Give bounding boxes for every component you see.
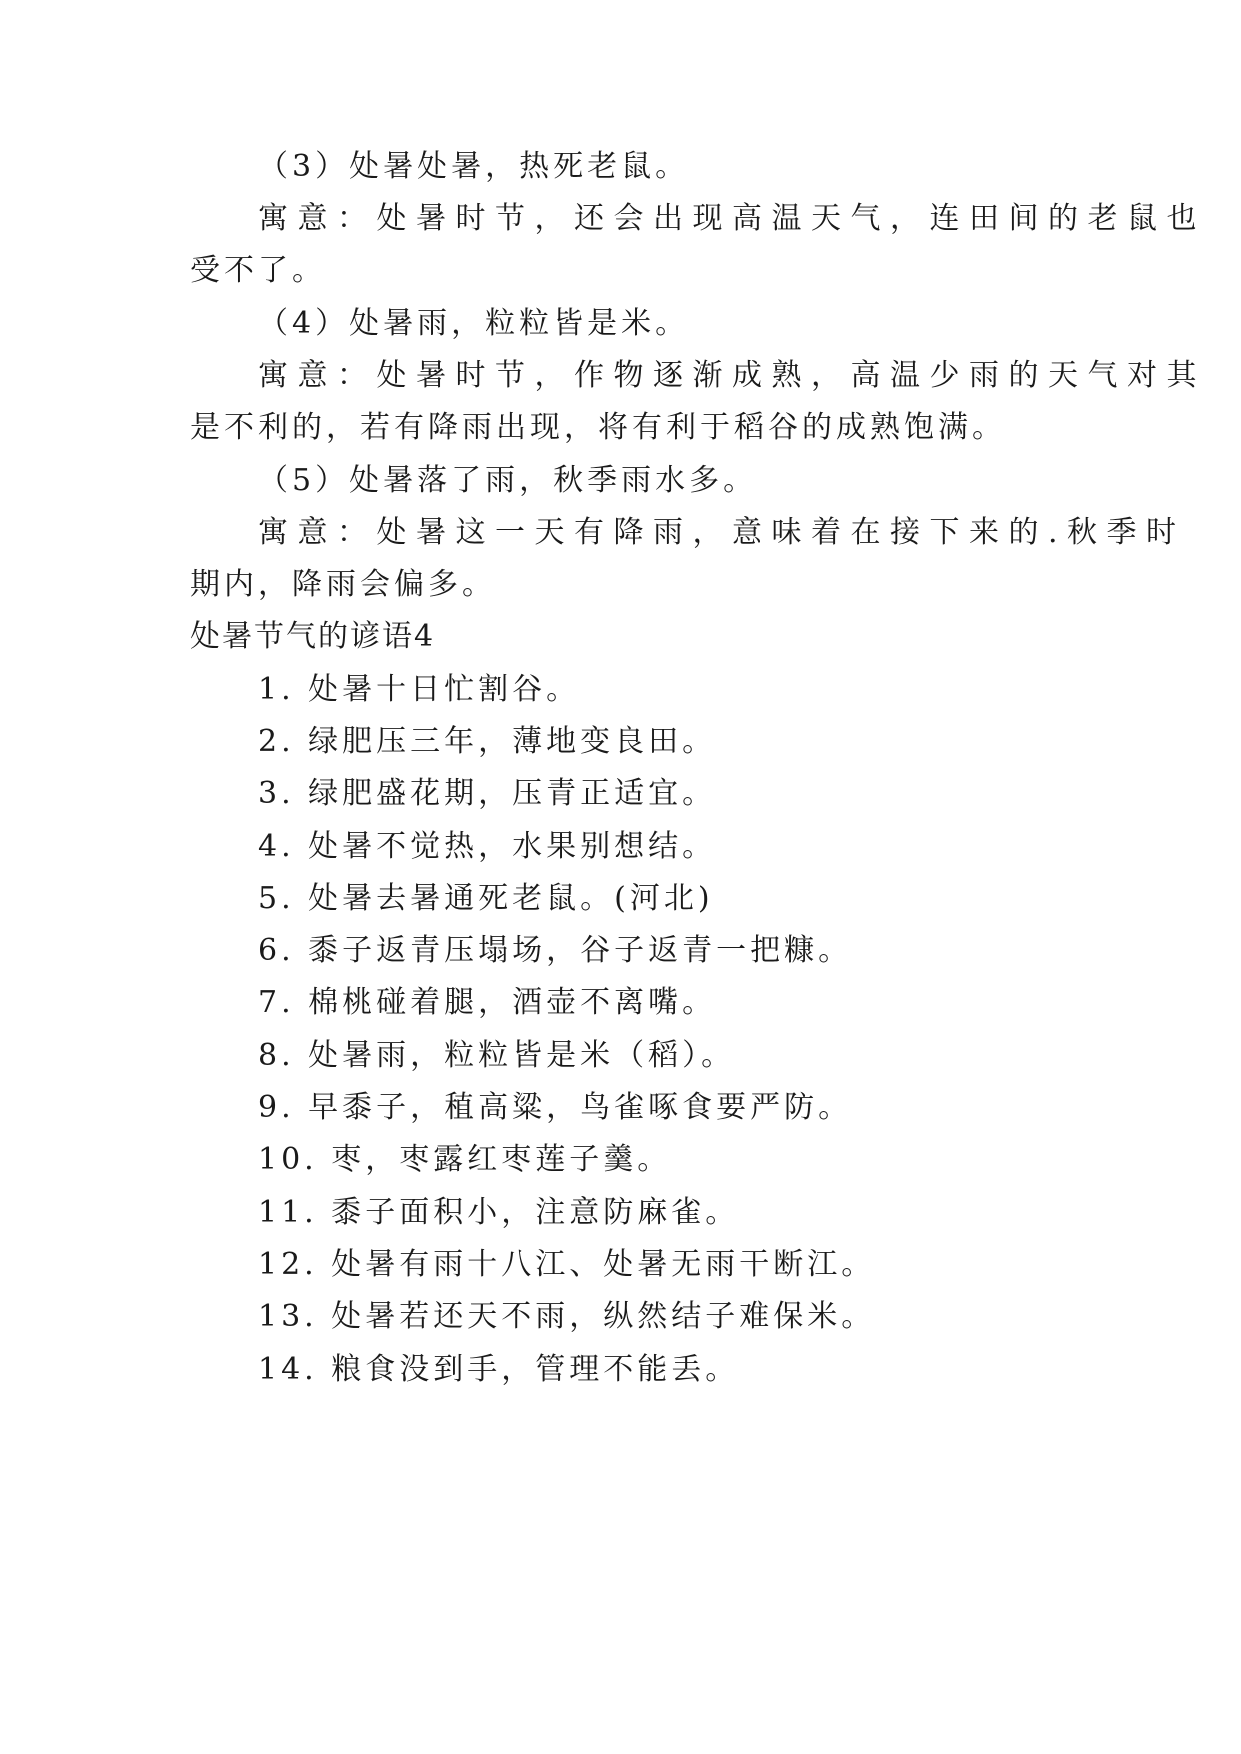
- list-item: 12. 处暑有雨十八江、处暑无雨干断江。: [258, 1247, 876, 1282]
- list-item: 2. 绿肥压三年，薄地变良田。: [258, 724, 717, 759]
- list-item: 10. 枣，枣露红枣莲子羹。: [258, 1142, 672, 1177]
- list-item: 9. 早黍子，稙高粱，鸟雀啄食要严防。: [258, 1090, 853, 1125]
- list-item: 1. 处暑十日忙割谷。: [258, 672, 581, 707]
- list-item: 5. 处暑去暑通死老鼠。(河北): [258, 881, 714, 916]
- meaning-5-line-2: 期内，降雨会偏多。: [190, 567, 496, 602]
- proverb-3: （3）处暑处暑，热死老鼠。: [258, 149, 690, 184]
- meaning-3-line-2: 受不了。: [190, 253, 326, 288]
- section-heading: 处暑节气的谚语4: [190, 619, 436, 654]
- proverb-4: （4）处暑雨，粒粒皆是米。: [258, 306, 690, 341]
- list-item: 8. 处暑雨，粒粒皆是米（稻）。: [258, 1038, 736, 1073]
- list-item: 4. 处暑不觉热，水果别想结。: [258, 829, 717, 864]
- list-item: 11. 黍子面积小，注意防麻雀。: [258, 1195, 740, 1230]
- list-item: 13. 处暑若还天不雨，纵然结子难保米。: [258, 1299, 876, 1334]
- meaning-4-line-2: 是不利的，若有降雨出现，将有利于稻谷的成熟饱满。: [190, 410, 1006, 445]
- meaning-3-line-1: 寓意：处暑时节，还会出现高温天气，连田间的老鼠也: [258, 201, 1206, 236]
- list-item: 14. 粮食没到手，管理不能丢。: [258, 1352, 740, 1387]
- list-item: 6. 黍子返青压塌场，谷子返青一把糠。: [258, 933, 853, 968]
- meaning-4-line-1: 寓意：处暑时节，作物逐渐成熟，高温少雨的天气对其: [258, 358, 1206, 393]
- list-item: 3. 绿肥盛花期，压青正适宜。: [258, 776, 717, 811]
- proverb-5: （5）处暑落了雨，秋季雨水多。: [258, 463, 758, 498]
- list-item: 7. 棉桃碰着腿，酒壶不离嘴。: [258, 985, 717, 1020]
- meaning-5-line-1: 寓意：处暑这一天有降雨，意味着在接下来的.秋季时: [258, 515, 1186, 550]
